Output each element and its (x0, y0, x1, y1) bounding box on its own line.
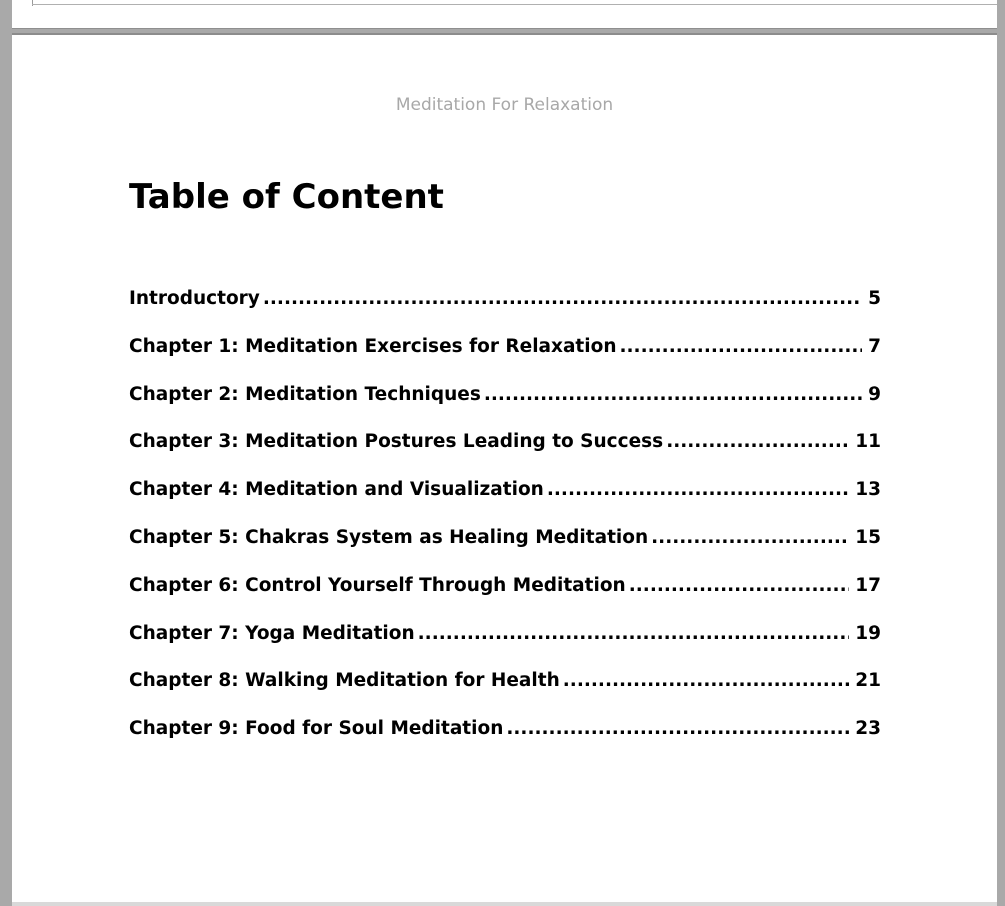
toc-entry-page: 9 (868, 383, 881, 405)
toc-entry-page: 5 (868, 288, 881, 309)
toc-entry-chapter-2[interactable] (129, 384, 881, 432)
toc-entry-label: Chapter 9: Food for Soul Meditation (129, 718, 504, 740)
toc-entry-chapter-6[interactable] (129, 575, 881, 623)
toc-leader-dots (651, 527, 849, 548)
next-page-edge (12, 902, 997, 906)
toc-entry-chapter-5[interactable] (129, 527, 881, 575)
toc-entry-page: 19 (855, 622, 881, 644)
toc-entry-label: Chapter 7: Yoga Meditation (129, 622, 415, 644)
toc-entry-chapter-1[interactable] (129, 336, 881, 384)
toc-entry-label: Chapter 8: Walking Meditation for Health (129, 670, 560, 692)
toc-entry-page: 13 (855, 479, 881, 501)
toc-entry-label: Chapter 6: Control Yourself Through Meditation (129, 574, 626, 596)
toc-entry-label: Chapter 3: Meditation Postures Leading to Success (129, 431, 664, 453)
toc-entry-label: Introductory (129, 288, 260, 309)
toc-title: Table of Content (129, 177, 444, 217)
toc-entry-label: Chapter 4: Meditation and Visualization (129, 479, 544, 501)
running-header: Meditation For Relaxation (395, 95, 614, 115)
document-page (12, 33, 997, 902)
toc-leader-dots (506, 718, 849, 739)
toc-leader-dots (620, 336, 863, 357)
toc-entry-label: Chapter 1: Meditation Exercises for Relaxation (129, 335, 617, 357)
toc-leader-dots (629, 575, 850, 596)
toc-entry-label: Chapter 5: Chakras System as Healing Meditation (129, 526, 649, 548)
previous-page-bottom (12, 0, 997, 29)
toc-entry-page: 15 (855, 526, 881, 548)
toc-leader-dots (263, 288, 862, 309)
toc-entry-introductory[interactable] (129, 288, 881, 336)
toc-entry-label: Chapter 2: Meditation Techniques (129, 383, 481, 405)
page-edge-marker (32, 0, 33, 6)
toc-leader-dots (484, 384, 862, 405)
toc-leader-dots (666, 431, 849, 452)
toc-entry-chapter-3[interactable] (129, 431, 881, 479)
toc-leader-dots (547, 479, 849, 500)
toc-leader-dots (563, 670, 849, 691)
page-divider (32, 4, 997, 5)
toc-entry-chapter-7[interactable] (129, 623, 881, 671)
toc-entry-page: 17 (855, 574, 881, 596)
toc-entry-page: 7 (868, 335, 881, 357)
toc-entry-page: 11 (855, 431, 881, 453)
toc-leader-dots (418, 623, 850, 644)
toc-list (129, 288, 881, 766)
toc-entry-chapter-8[interactable] (129, 670, 881, 718)
toc-entry-page: 23 (855, 718, 881, 740)
toc-entry-page: 21 (855, 670, 881, 692)
toc-entry-chapter-4[interactable] (129, 479, 881, 527)
toc-entry-chapter-9[interactable] (129, 718, 881, 766)
